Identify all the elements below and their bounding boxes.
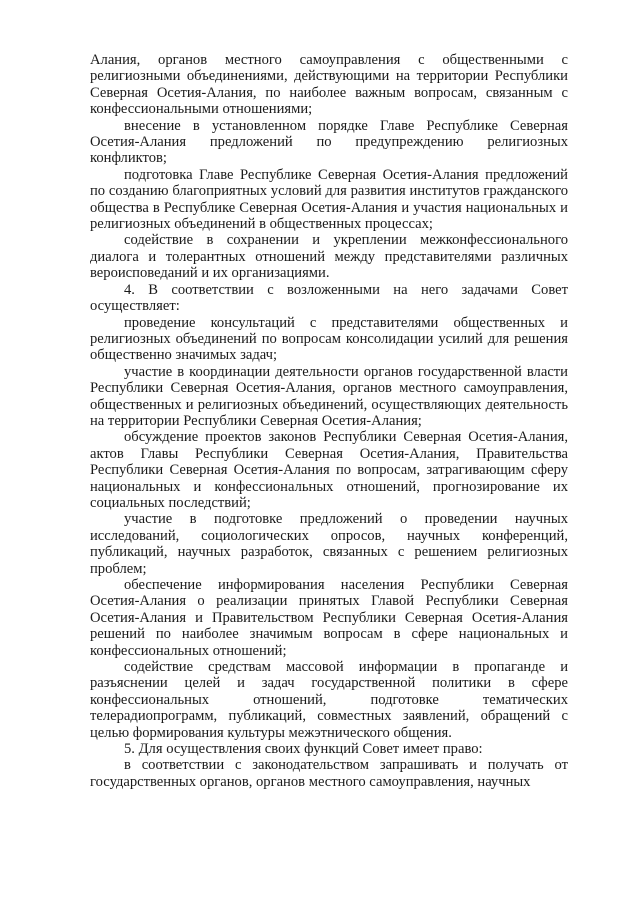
paragraph-continuation: Алания, органов местного самоуправления с общественными с религиозными объединениями, действующими на территории Республики Северная Осетия-Алания, по наиболее важным вопросам, связанным с конфессиональными отношениями; — [90, 52, 568, 118]
paragraph-section-4: 4. В соответствии с возложенными на него задачами Совет осуществляет: — [90, 281, 568, 315]
paragraph-consultations: проведение консультаций с представителями общественных и религиозных объединений по вопросам консолидации усилий для решения общественно значимых задач; — [90, 314, 568, 364]
paragraph-proposals-conflicts: внесение в установленном порядке Главе Республике Северная Осетия-Алания предложений по предупреждению религиозных конфликтов; — [90, 117, 568, 167]
paragraph-mass-media: содействие средствам массовой информации в пропаганде и разъяснении целей и задач государственной политики в сфере конфессиональных отношений, подготовке тематических телерадиопрограмм, публикаций, совместных заявлений, обращений с целью формирования культуры межэтнического общения. — [90, 659, 568, 741]
paragraph-coordination: участие в координации деятельности органов государственной власти Республики Северная Осетия-Алания, органов местного самоуправления, общественных и религиозных объединений, осуществляющих деятельность на территории Республики Северная Осетия-Алания; — [90, 363, 568, 429]
paragraph-research: участие в подготовке предложений о проведении научных исследований, социологических опросов, научных конференций, публикаций, научных разработок, связанных с решением религиозных проблем; — [90, 511, 568, 577]
paragraph-civil-society: подготовка Главе Республике Северная Осетия-Алания предложений по созданию благоприятных условий для развития институтов гражданского общества в Республике Северная Осетия-Алания и участия национальных и религиозных объединений в общественных процессах; — [90, 166, 568, 233]
document-body — [90, 52, 568, 790]
paragraph-draft-laws: обсуждение проектов законов Республики Северная Осетия-Алания, актов Главы Республики Северная Осетия-Алания, Правительства Республики Северная Осетия-Алания по вопросам, затрагивающим сферу национальных и конфессиональных отношений, прогнозирование их социальных последствий; — [90, 429, 568, 511]
paragraph-requests: в соответствии с законодательством запрашивать и получать от государственных органов, органов местного самоуправления, научных — [90, 757, 568, 790]
paragraph-informing: обеспечение информирования населения Республики Северная Осетия-Алания о реализации принятых Главой Республики Северная Осетия-Алания и Правительством Республики Северная Осетия-Алания решений по наиболее значимым вопросам в сфере национальных и конфессиональных отношений; — [90, 577, 568, 659]
paragraph-section-5: 5. Для осуществления своих функций Совет имеет право: — [124, 741, 483, 758]
paragraph-dialogue: содействие в сохранении и укреплении межконфессионального диалога и толерантных отношений между представителями различных вероисповеданий и их организациями. — [90, 232, 568, 282]
